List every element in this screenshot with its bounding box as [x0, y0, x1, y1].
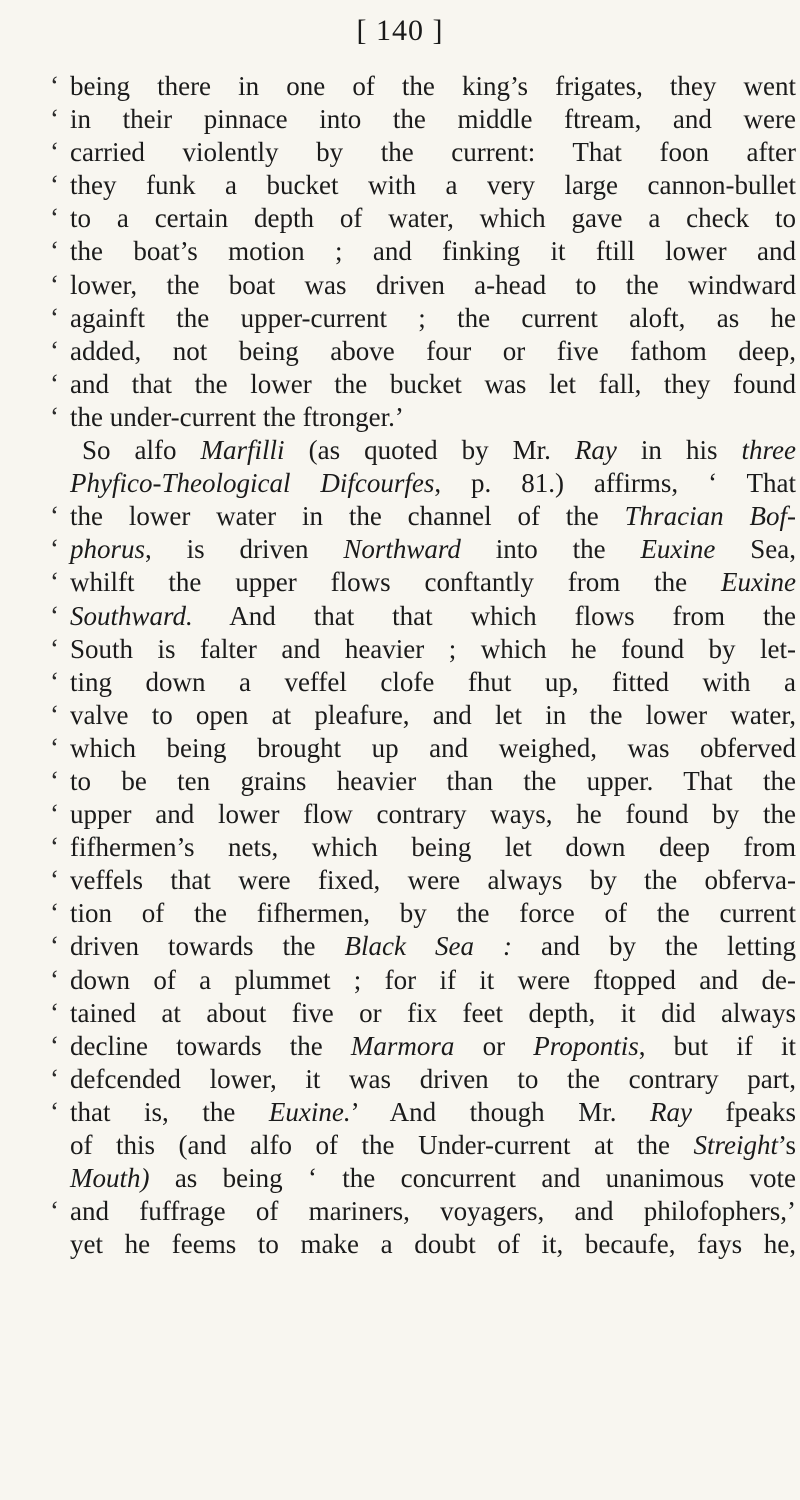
- text-line: [50, 169, 796, 202]
- text-line: [50, 103, 796, 136]
- italic-text: Marmora: [350, 1030, 455, 1061]
- quote-mark: ‘: [50, 1196, 59, 1227]
- italic-text: Mouth): [70, 1163, 150, 1194]
- text-line: [50, 864, 796, 897]
- text-line: [50, 335, 796, 368]
- quote-mark: ‘: [50, 666, 59, 697]
- text-segment: and that the lower the bucket was let fall, they found: [70, 368, 796, 399]
- text-segment: lower, the boat was driven a-head to the windward: [70, 269, 796, 300]
- italic-text: Northward: [343, 534, 461, 565]
- text-line: [50, 732, 796, 765]
- text-segment: in their pinnace into the middle ftream, and were: [70, 104, 796, 135]
- text-line: [50, 302, 796, 335]
- text-segment: and by the letting: [511, 931, 796, 962]
- text-segment: fpeaks: [691, 1096, 796, 1127]
- text-line: [50, 202, 796, 235]
- text-segment: ’ And though Mr.: [350, 1096, 650, 1127]
- text-segment: the boat’s motion ; and finking it ftill lower and: [70, 236, 796, 267]
- text-line: [50, 1162, 796, 1195]
- quote-mark: ‘: [50, 699, 59, 730]
- quote-mark: ‘: [50, 732, 59, 763]
- text-segment: or: [454, 1030, 534, 1061]
- italic-text: Euxine.: [268, 1096, 351, 1127]
- quote-mark: ‘: [50, 137, 59, 168]
- italic-text: Euxine: [721, 567, 796, 598]
- text-segment: which being brought up and weighed, was obferved: [70, 732, 796, 763]
- text-segment: as being ‘ the concurrent and unanimous vote: [149, 1163, 796, 1194]
- text-line: [50, 600, 796, 633]
- quote-mark: ‘: [50, 865, 59, 896]
- text-segment: the under-current the ftronger.’: [70, 401, 404, 432]
- text-line: [50, 401, 796, 434]
- text-segment: defcended lower, it was driven to the contrary part,: [70, 1063, 796, 1094]
- text-segment: being there in one of the king’s frigates, they went: [70, 71, 796, 101]
- quote-mark: ‘: [50, 997, 59, 1028]
- quote-mark: ‘: [50, 302, 59, 333]
- page-number-header: [ 140 ]: [356, 14, 444, 47]
- text-segment: driven towards the: [70, 931, 345, 962]
- italic-text: Phyfico-Theological Difcourfes: [70, 468, 435, 499]
- text-segment: , but if it: [638, 1030, 796, 1061]
- quote-mark: ‘: [50, 1063, 59, 1094]
- text-line: [50, 1195, 796, 1228]
- quote-mark: ‘: [50, 534, 59, 565]
- text-line: [50, 1096, 796, 1129]
- quote-mark: ‘: [50, 401, 59, 432]
- text-line: [50, 798, 796, 831]
- text-line: [50, 930, 796, 963]
- italic-text: Thracian Bof-: [624, 501, 797, 532]
- text-line: [50, 269, 796, 302]
- text-line: [50, 831, 796, 864]
- text-line: [50, 1030, 796, 1063]
- text-line: [50, 1063, 796, 1096]
- text-segment: that is, the: [70, 1096, 269, 1127]
- quote-mark: ‘: [50, 335, 59, 366]
- quote-mark: ‘: [50, 104, 59, 135]
- text-line: [50, 235, 796, 268]
- italic-text: Ray: [574, 435, 617, 466]
- text-line: [50, 1228, 796, 1261]
- quote-mark: ‘: [50, 203, 59, 234]
- italic-text: Streight: [693, 1130, 778, 1160]
- quote-mark: ‘: [50, 501, 59, 532]
- text-line: [50, 897, 796, 930]
- italic-text: three: [741, 435, 796, 466]
- text-segment: valve to open at pleafure, and let in the lower water,: [70, 699, 796, 730]
- text-line: [50, 1129, 796, 1162]
- quote-mark: ‘: [50, 269, 59, 300]
- quote-mark: ‘: [50, 799, 59, 830]
- text-segment: ting down a veffel clofe fhut up, fitted with a: [70, 666, 796, 697]
- quote-mark: ‘: [50, 71, 59, 101]
- quote-mark: ‘: [50, 964, 59, 995]
- text-segment: ’s: [777, 1130, 796, 1160]
- text-segment: and fuffrage of mariners, voyagers, and philofophers,’: [70, 1196, 796, 1227]
- text-segment: down of a plummet ; for if it were ftopped and de-: [70, 964, 796, 995]
- text-segment: (as quoted by Mr.: [284, 435, 575, 466]
- text-segment: to a certain depth of water, which gave a check to: [70, 203, 796, 234]
- text-segment: fifhermen’s nets, which being let down deep from: [70, 832, 796, 863]
- text-segment: whilft the upper flows conftantly from the: [70, 567, 722, 598]
- text-line: [50, 434, 796, 467]
- text-line: [50, 136, 796, 169]
- text-segment: South is falter and heavier ; which he found by let-: [70, 633, 796, 664]
- text-segment: againft the upper-current ; the current aloft, as he: [70, 302, 796, 333]
- italic-text: Ray: [650, 1096, 692, 1127]
- text-segment: So alfo: [82, 435, 201, 466]
- italic-text: Euxine: [640, 534, 716, 565]
- text-segment: of this (and alfo of the Under-current at the: [70, 1130, 694, 1160]
- text-segment: , is driven: [145, 534, 344, 565]
- text-segment: the lower water in the channel of the: [70, 501, 625, 532]
- quote-mark: ‘: [50, 765, 59, 796]
- text-segment: Sea,: [715, 534, 796, 565]
- text-line: [50, 765, 796, 798]
- italic-text: Black Sea :: [344, 931, 512, 962]
- text-segment: to be ten grains heavier than the upper. That the: [70, 765, 796, 796]
- quote-mark: ‘: [50, 368, 59, 399]
- text-segment: tion of the fifhermen, by the force of the current: [70, 898, 796, 929]
- text-line: [50, 500, 796, 533]
- text-segment: tained at about five or fix feet depth, it did always: [70, 997, 796, 1028]
- text-line: [50, 70, 796, 103]
- italic-text: Southward.: [70, 600, 193, 631]
- text-segment: yet he feems to make a doubt of it, becaufe, fays he,: [70, 1229, 796, 1260]
- italic-text: phorus: [70, 534, 146, 565]
- text-line: [50, 368, 796, 401]
- quote-mark: ‘: [50, 832, 59, 863]
- italic-text: Propontis: [533, 1030, 639, 1061]
- quote-mark: ‘: [50, 236, 59, 267]
- text-segment: upper and lower flow contrary ways, he found by the: [70, 799, 796, 830]
- text-segment: , p. 81.) affirms, ‘ That: [434, 468, 797, 499]
- text-segment: And that that which flows from the: [192, 600, 796, 631]
- quote-mark: ‘: [50, 170, 59, 201]
- italic-text: Marfilli: [200, 435, 285, 466]
- text-segment: veffels that were fixed, were always by the obferva-: [70, 865, 796, 896]
- text-line: [50, 566, 796, 599]
- text-line: [50, 964, 796, 997]
- text-line: [50, 997, 796, 1030]
- text-line: [50, 699, 796, 732]
- quote-mark: ‘: [50, 567, 59, 598]
- text-line: [50, 467, 796, 500]
- text-line: [50, 666, 796, 699]
- quote-mark: ‘: [50, 1030, 59, 1061]
- body-text: [50, 70, 796, 1261]
- text-segment: in his: [616, 435, 742, 466]
- quote-mark: ‘: [50, 931, 59, 962]
- text-line: [50, 533, 796, 566]
- quote-mark: ‘: [50, 898, 59, 929]
- text-line: [50, 633, 796, 666]
- text-segment: decline towards the: [70, 1030, 351, 1061]
- text-segment: added, not being above four or five fathom deep,: [70, 335, 796, 366]
- quote-mark: ‘: [50, 1096, 59, 1127]
- text-segment: they funk a bucket with a very large cannon-bullet: [70, 170, 796, 201]
- text-segment: carried violently by the current: That foon after: [70, 137, 796, 168]
- quote-mark: ‘: [50, 600, 59, 631]
- text-segment: into the: [460, 534, 641, 565]
- quote-mark: ‘: [50, 633, 59, 664]
